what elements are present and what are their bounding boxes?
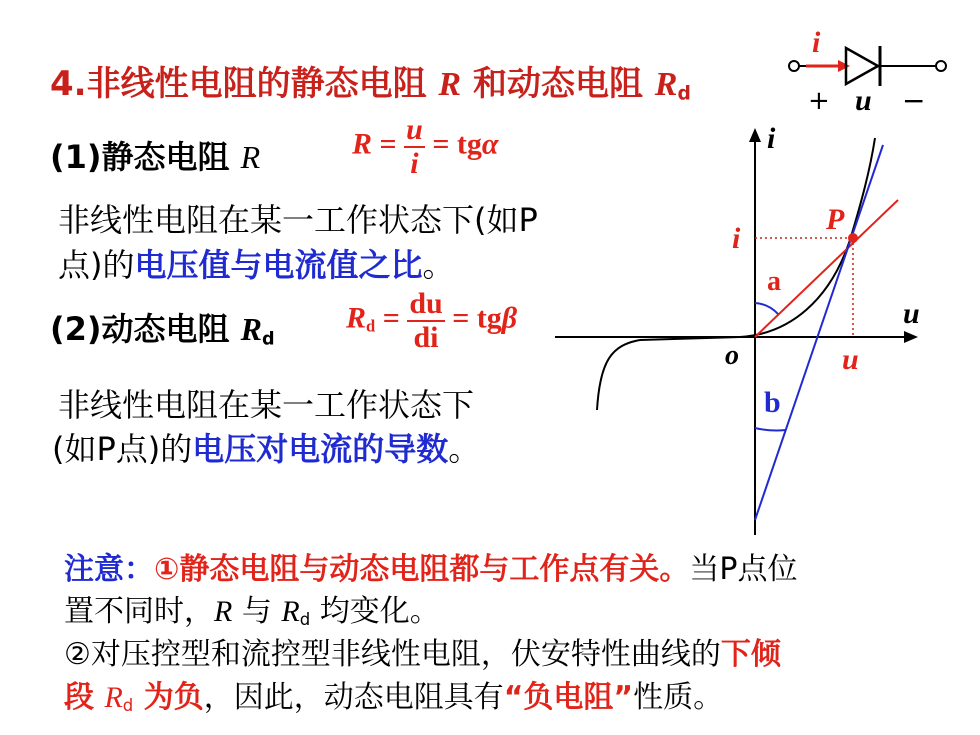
diode-voltage-label: u (855, 84, 872, 117)
static-heading: (1)静态电阻 R (50, 138, 261, 176)
angle-a-label: a (767, 266, 781, 297)
static-desc-line2: 点)的电压值与电流值之比。 (58, 246, 455, 284)
angle-a-arc (755, 303, 778, 314)
diode-current-label: i (812, 26, 821, 59)
u-mark-label: u (842, 343, 859, 376)
i-mark-label: i (732, 222, 741, 255)
axis-u-label: u (903, 297, 920, 330)
point-p-label: P (826, 203, 845, 236)
static-formula: R = $\frac{u}{i}$ = tgα (352, 113, 499, 180)
dynamic-tangent-line (755, 145, 883, 520)
diode-minus-label: − (902, 84, 926, 117)
diode-plus-label: + (808, 86, 830, 116)
u-axis-arrow (904, 331, 918, 343)
i-axis-arrow (749, 128, 761, 142)
note-line3: ②对压控型和流控型非线性电阻，伏安特性曲线的下倾 (64, 637, 781, 672)
dynamic-desc-line2: (如P点)的电压对电流的导数。 (52, 430, 481, 468)
note-line4: 段 $R_d$ 为负，因此，动态电阻具有“负电阻”性质。 (64, 680, 724, 716)
axis-i-label: i (767, 122, 776, 155)
angle-b-label: b (764, 386, 781, 419)
page-title: 4.非线性电阻的静态电阻 R 和动态电阻 $R_d$ (50, 64, 691, 105)
static-desc-line1: 非线性电阻在某一工作状态下(如P (58, 201, 538, 239)
dynamic-formula: $R_d$ = $\frac{du}{di}$ = tgβ (346, 287, 518, 354)
origin-label: o (725, 340, 739, 371)
operating-point (848, 233, 858, 243)
dynamic-heading: (2)动态电阻 $R_d$ (50, 310, 275, 350)
note-line1: 注意：①静态电阻与动态电阻都与工作点有关。当P点位 (64, 552, 798, 587)
note-line2: 置不同时，R 与 $R_d$ 均变化。 (64, 594, 440, 630)
angle-b-arc (755, 428, 786, 431)
dynamic-desc-line1: 非线性电阻在某一工作状态下 (58, 386, 475, 424)
